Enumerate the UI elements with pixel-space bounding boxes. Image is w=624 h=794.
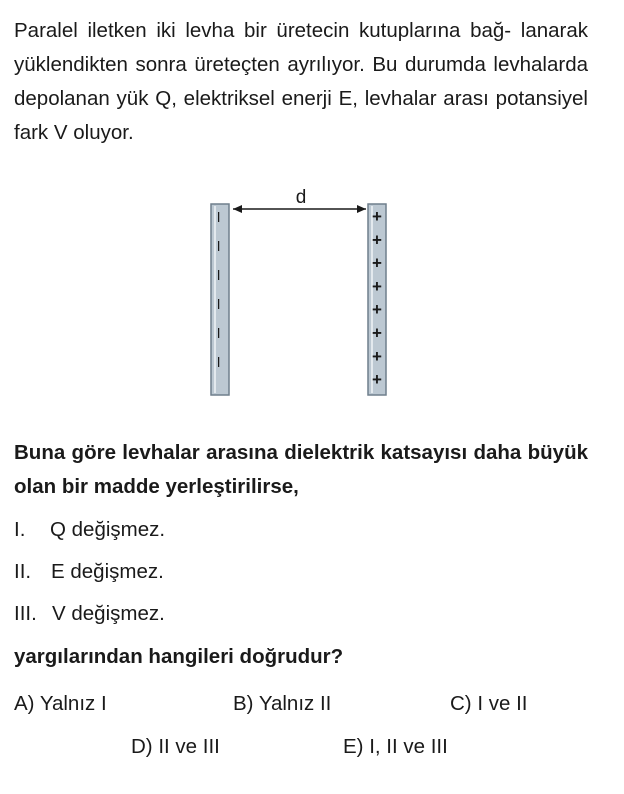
statement-1-text: Q değişmez.: [50, 518, 166, 541]
intro-line-2: lanarak yüklendikten sonra üreteçten ayrılıyor. Bu: [14, 19, 589, 76]
negative-sign: –: [210, 211, 230, 223]
question-prompt: yargılarından hangileri doğrudur?: [14, 645, 344, 668]
positive-sign: +: [372, 207, 382, 226]
option-c[interactable]: C) I ve II: [450, 692, 528, 715]
capacitor-figure: [200, 182, 400, 402]
positive-sign: +: [372, 370, 382, 390]
statement-1-number: I.: [14, 518, 26, 541]
statement-3-text: V değişmez.: [52, 602, 165, 625]
intro-line-4: E, levhalar arası potansiyel fark V oluyor.: [14, 87, 588, 144]
question-line-2: daha büyük olan bir madde yerleştirilirse,: [14, 441, 588, 498]
capacitor-diagram: [200, 182, 400, 402]
statement-2-text: E değişmez.: [51, 560, 164, 583]
statement-list: [14, 513, 588, 639]
question-stem: [14, 436, 588, 504]
option-d[interactable]: D) II ve III: [131, 735, 220, 758]
positive-sign: +: [372, 253, 382, 273]
distance-label: d: [295, 187, 307, 208]
intro-line-3: durumda levhalarda depolanan yük Q, elektriksel enerji: [14, 53, 588, 110]
negative-sign: –: [210, 356, 230, 368]
statement-3-number: III.: [14, 602, 37, 625]
statement-2-number: II.: [14, 560, 32, 583]
negative-sign: –: [210, 327, 230, 339]
intro-line-1: Paralel iletken iki levha bir üretecin kutuplarına bağ-: [14, 19, 512, 42]
positive-sign: +: [372, 346, 382, 366]
positive-sign: +: [372, 230, 382, 250]
statement-3: [14, 597, 588, 639]
negative-sign: –: [210, 269, 230, 281]
positive-sign: +: [372, 276, 382, 296]
option-a[interactable]: A) Yalnız I: [14, 692, 107, 715]
negative-sign: –: [210, 298, 230, 310]
negative-sign: –: [210, 240, 230, 252]
question-line-1: Buna göre levhalar arasına dielektrik katsayısı: [14, 441, 468, 464]
positive-sign: +: [372, 300, 382, 320]
statement-2: [14, 555, 588, 597]
option-e[interactable]: E) I, II ve III: [343, 735, 448, 758]
statement-1: [14, 513, 588, 555]
question-intro: [14, 14, 588, 150]
positive-sign: +: [372, 323, 382, 343]
option-b[interactable]: B) Yalnız II: [233, 692, 332, 715]
